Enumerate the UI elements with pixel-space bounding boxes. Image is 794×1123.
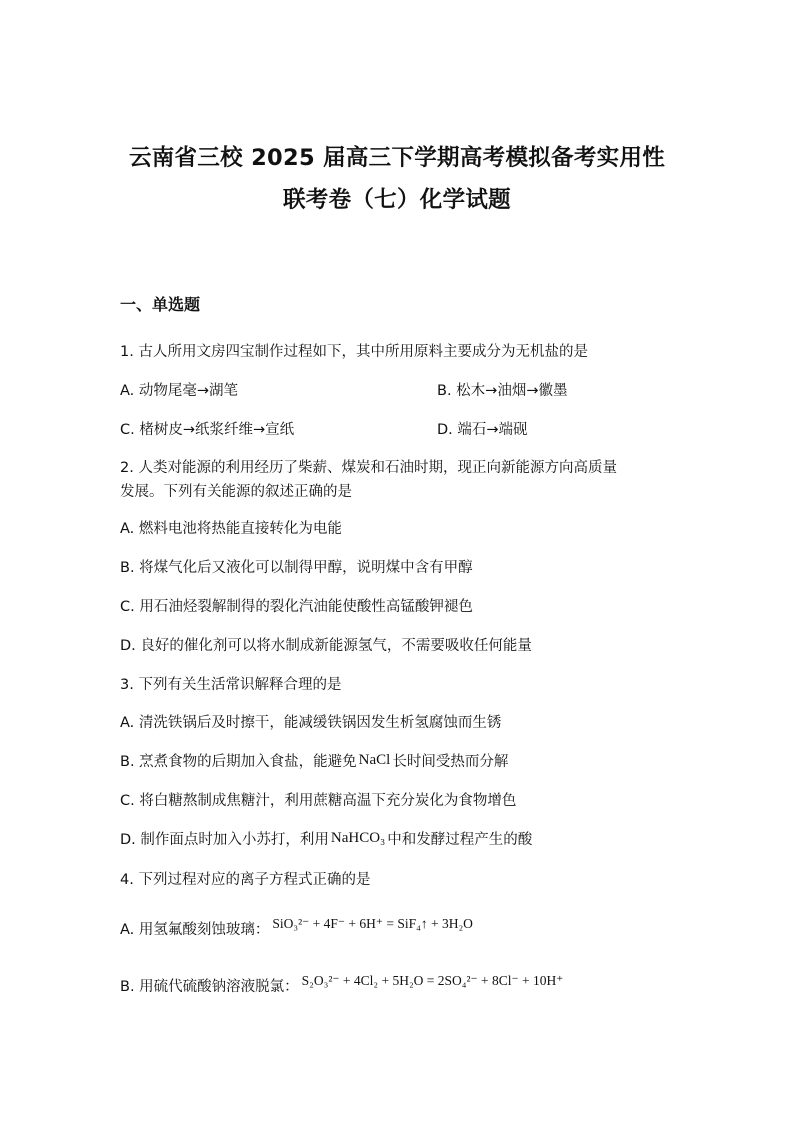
question-4-option-a-text: A. 用氢氟酸刻蚀玻璃： — [120, 922, 270, 938]
question-4-option-b — [120, 973, 566, 998]
ionic-equation-a: SiO₃²⁻ + 4F⁻ + 6H⁺ = SiF₄↑ + 3H₂O — [272, 916, 473, 931]
exam-title-line2: 联考卷（七）化学试题 — [282, 187, 511, 213]
question-1-stem: 1. 古人所用文房四宝制作过程如下，其中所用原料主要成分为无机盐的是 — [120, 344, 588, 360]
question-3-option-c: C. 将白糖熬制成焦糖汁，利用蔗糖高温下充分炭化为食物增色 — [120, 793, 517, 809]
question-4-stem: 4. 下列过程对应的离子方程式正确的是 — [120, 872, 371, 888]
question-3-option-a: A. 清洗铁锅后及时擦干，能减缓铁锅因发生析氢腐蚀而生锈 — [120, 715, 502, 731]
question-1-option-b: B. 松木→油烟→徽墨 — [437, 383, 568, 399]
question-1-option-a: A. 动物尾毫→湖笔 — [120, 383, 239, 399]
question-3-option-d-text-end: 中和发酵过程产生的酸 — [387, 832, 533, 848]
question-3-option-b-text: B. 烹煮食物的后期加入食盐，能避免 — [120, 754, 357, 770]
question-2-stem-line1: 2. 人类对能源的利用经历了柴薪、煤炭和石油时期，现正向新能源方向高质量 — [120, 460, 617, 476]
question-3-stem: 3. 下列有关生活常识解释合理的是 — [120, 677, 342, 693]
ionic-equation-b: S₂O₃²⁻ + 4Cl₂ + 5H₂O = 2SO₄²⁻ + 8Cl⁻ + 10H⁺ — [301, 973, 564, 988]
exam-title-line1: 云南省三校 2025 届高三下学期高考模拟备考实用性 — [128, 145, 666, 171]
question-2-option-c: C. 用石油烃裂解制得的裂化汽油能使酸性高锰酸钾褪色 — [120, 599, 473, 615]
section-heading: 一、单选题 — [120, 295, 201, 314]
nacl-formula: NaCl — [358, 752, 391, 768]
question-4-option-b-text: B. 用硫代硫酸钠溶液脱氯： — [120, 979, 299, 995]
question-2-option-b: B. 将煤气化后又液化可以制得甲醇，说明煤中含有甲醇 — [120, 560, 473, 576]
question-3-option-d — [120, 829, 532, 851]
question-2-option-a: A. 燃料电池将热能直接转化为电能 — [120, 521, 342, 537]
question-3-option-b — [120, 751, 508, 773]
question-1-option-d: D. 端石→端砚 — [437, 422, 528, 438]
question-2-stem-line2: 发展。下列有关能源的叙述正确的是 — [120, 484, 352, 500]
question-4-option-a — [120, 916, 476, 941]
question-2-option-d: D. 良好的催化剂可以将水制成新能源氢气，不需要吸收任何能量 — [120, 638, 532, 654]
nahco3-formula: NaHCO₃ — [330, 830, 386, 846]
question-1-option-c: C. 楮树皮→纸浆纤维→宣纸 — [120, 422, 295, 438]
question-3-option-b-text-end: 长时间受热而分解 — [392, 754, 509, 770]
question-3-option-d-text: D. 制作面点时加入小苏打，利用 — [120, 832, 329, 848]
